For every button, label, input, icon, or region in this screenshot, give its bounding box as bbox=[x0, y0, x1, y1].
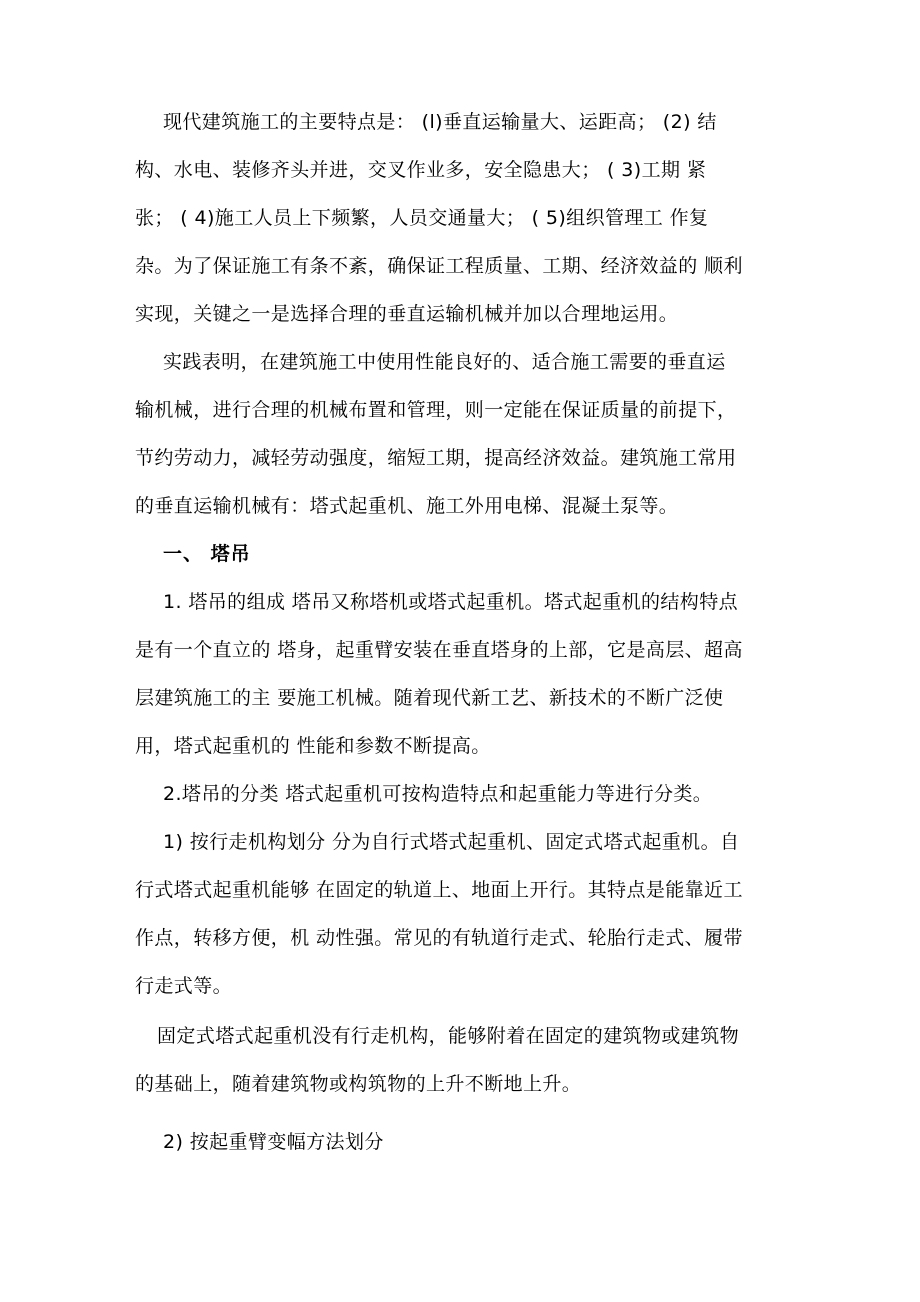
paragraph-5-line-3: 作点，转移方便，机 动性强。常见的有轨道行走式、轮胎行走式、履带 bbox=[135, 927, 743, 949]
paragraph-1-line-4: 杂。为了保证施工有条不紊，确保证工程质量、工期、经济效益的 顺利 bbox=[135, 255, 743, 277]
paragraph-7-line-1: 2) 按起重臂变幅方法划分 bbox=[163, 1131, 384, 1153]
paragraph-5-line-1: 1) 按行走机构划分 分为自行式塔式起重机、固定式塔式起重机。自 bbox=[163, 831, 740, 853]
paragraph-1-line-5: 实现，关键之一是选择合理的垂直运输机械并加以合理地运用。 bbox=[135, 303, 679, 325]
paragraph-6-line-1: 固定式塔式起重机没有行走机构，能够附着在固定的建筑物或建筑物 bbox=[157, 1025, 740, 1047]
paragraph-2-line-1: 实践表明，在建筑施工中使用性能良好的、适合施工需要的垂直运 bbox=[163, 351, 726, 373]
paragraph-5-line-4: 行走式等。 bbox=[135, 975, 233, 997]
paragraph-3-line-1: 1. 塔吊的组成 塔吊又称塔机或塔式起重机。塔式起重机的结构特点 bbox=[163, 591, 739, 613]
paragraph-1-line-3: 张； ( 4)施工人员上下频繁，人员交通量大； ( 5)组织管理工 作复 bbox=[135, 207, 709, 229]
paragraph-3-line-3: 层建筑施工的主 要施工机械。随着现代新工艺、新技术的不断广泛使 bbox=[135, 687, 724, 709]
section-heading-tower-crane: 一、 塔吊 bbox=[163, 543, 251, 565]
paragraph-2-line-3: 节约劳动力，减轻劳动强度，缩短工期，提高经济效益。建筑施工常用 bbox=[135, 447, 737, 469]
paragraph-1-line-2: 构、水电、装修齐头并进，交叉作业多，安全隐患大； ( 3)工期 紧 bbox=[135, 159, 707, 181]
paragraph-3-line-4: 用，塔式起重机的 性能和参数不断提高。 bbox=[135, 735, 491, 757]
paragraph-2-line-2: 输机械，进行合理的机械布置和管理，则一定能在保证质量的前提下， bbox=[135, 399, 737, 421]
paragraph-4-line-1: 2.塔吊的分类 塔式起重机可按构造特点和起重能力等进行分类。 bbox=[163, 783, 713, 805]
paragraph-6-line-2: 的基础上，随着建筑物或构筑物的上升不断地上升。 bbox=[135, 1073, 582, 1095]
paragraph-3-line-2: 是有一个直立的 塔身，起重臂安装在垂直塔身的上部，它是高层、超高 bbox=[135, 639, 743, 661]
paragraph-5-line-2: 行式塔式起重机能够 在固定的轨道上、地面上开行。其特点是能靠近工 bbox=[135, 879, 743, 901]
paragraph-1-line-1: 现代建筑施工的主要特点是： (l)垂直运输量大、运距高； (2) 结 bbox=[163, 111, 717, 133]
paragraph-2-line-4: 的垂直运输机械有：塔式起重机、施工外用电梯、混凝土泵等。 bbox=[135, 495, 679, 517]
